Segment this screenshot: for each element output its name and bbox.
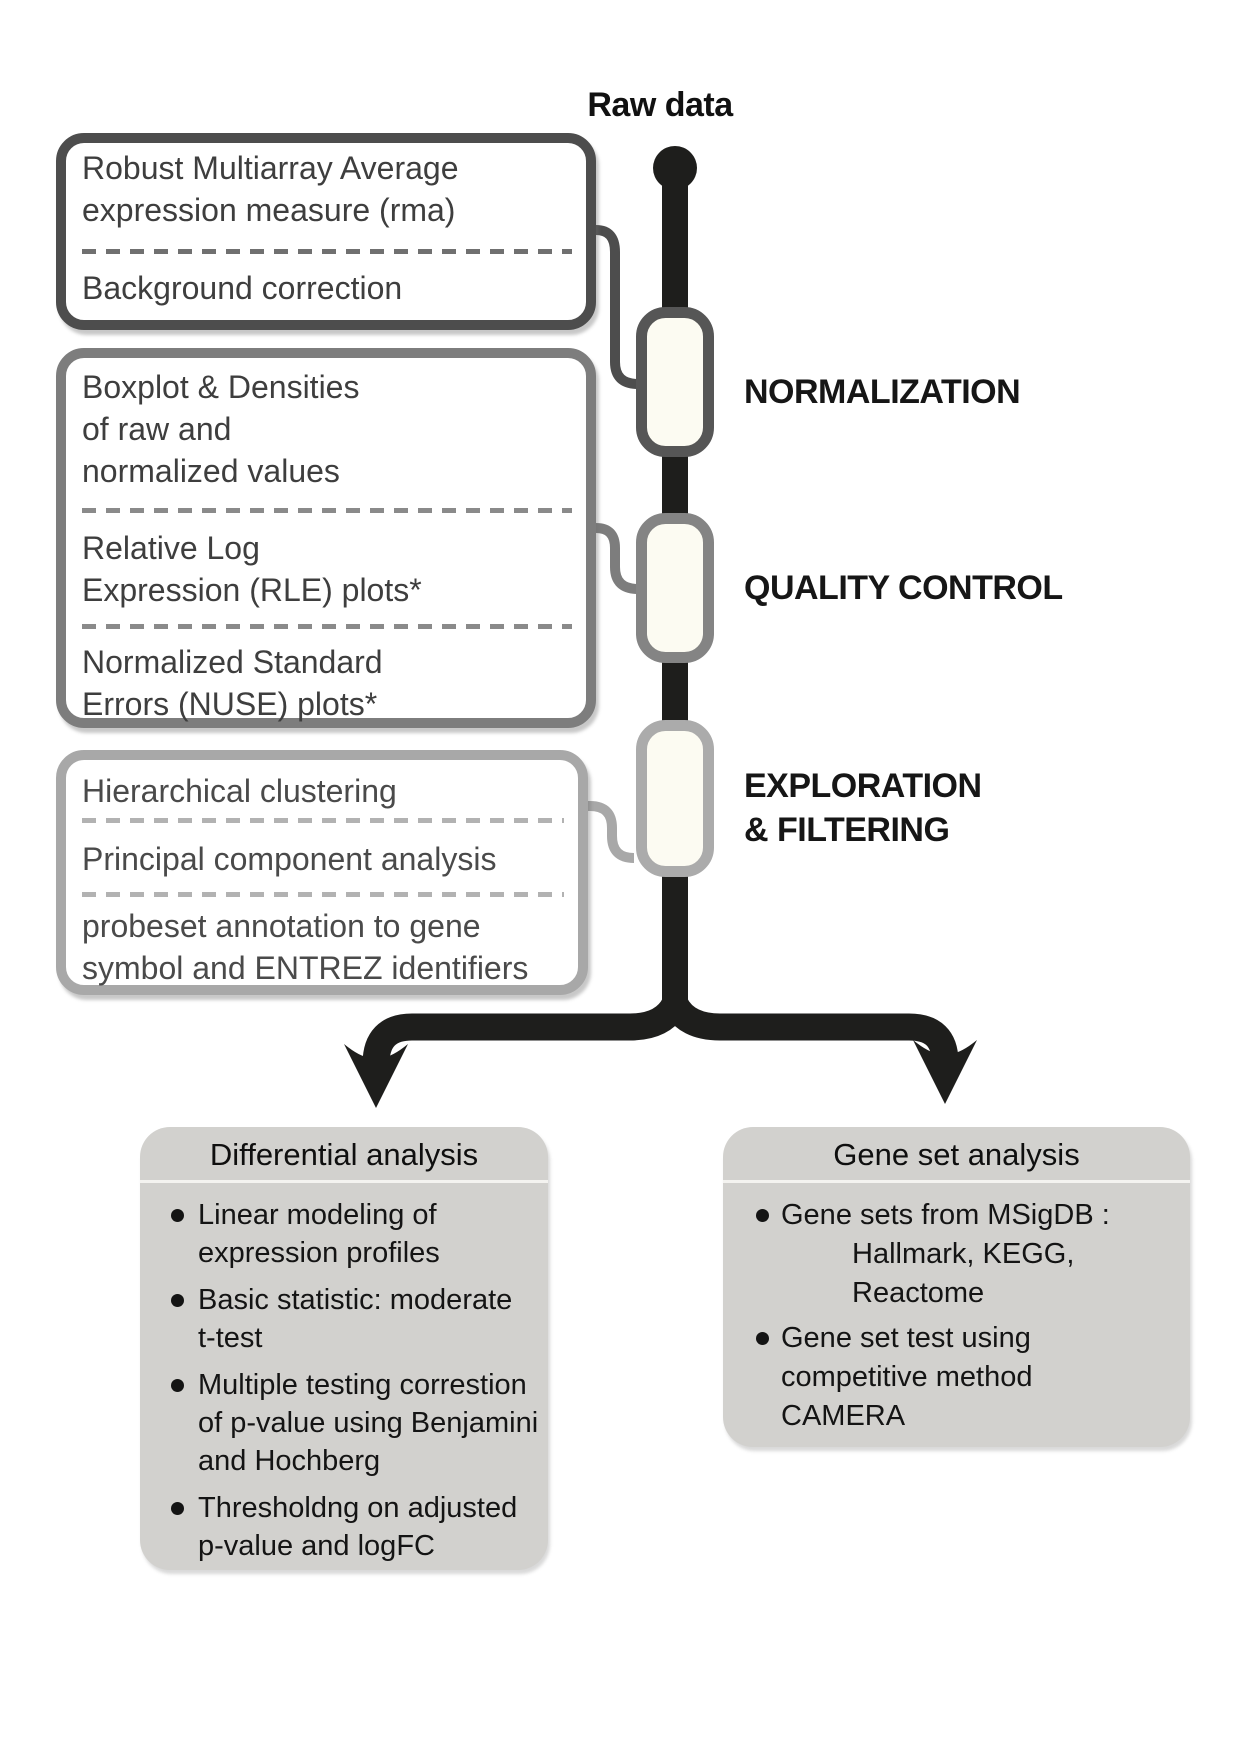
method-row [82,770,570,812]
raw-data-title: Raw data [587,86,733,124]
bullet-list [140,1183,548,1565]
list-item: Gene sets from MSigDB : Hallmark, KEGG, Reactome [723,1196,1190,1313]
method-row [82,267,578,309]
method-row [82,147,578,231]
box-quality-control-methods [56,348,596,728]
panel-gene-set-analysis [723,1127,1190,1447]
method-row [82,366,578,492]
method-row [82,838,570,880]
list-item: Linear modeling of expression profiles [140,1196,548,1272]
method-line: Errors (NUSE) plots* [82,686,378,722]
method-line: of raw and [82,411,232,447]
list-item: Thresholdng on adjusted p-value and logFC [140,1489,548,1565]
box-normalization-methods [56,133,596,330]
stage-label-quality-control: QUALITY CONTROL [744,569,1063,607]
pill-normalization [642,313,709,452]
method-line: symbol and ENTREZ identifiers [82,950,529,986]
method-line: Principal component analysis [82,841,497,877]
raw-data-dot [653,146,697,190]
panel-differential-analysis [140,1127,548,1570]
connector-quality-control [591,528,638,589]
dashed-divider [82,892,564,897]
list-item: Basic statistic: moderate t-test [140,1281,548,1357]
method-line: Boxplot & Densities [82,369,360,405]
panel-title: Differential analysis [140,1127,548,1183]
method-line: Hierarchical clustering [82,773,397,809]
stage-label-exploration-filtering: EXPLORATION & FILTERING [744,767,982,849]
method-line: Normalized Standard [82,644,383,680]
method-line: normalized values [82,453,340,489]
method-line: Background correction [82,270,403,306]
connector-normalization [591,230,638,384]
method-line: Robust Multiarray Average [82,150,459,186]
pill-exploration [642,726,709,872]
pill-quality-control [642,519,709,658]
list-item: Gene set test using competitive method CAMERA [723,1319,1190,1436]
list-item: Multiple testing correstion of p-value using Benjamini and Hochberg [140,1366,548,1480]
dashed-divider [82,624,572,629]
stage-label-normalization: NORMALIZATION [744,373,1021,411]
branch-connector [376,1004,945,1064]
method-row [82,527,578,611]
panel-title: Gene set analysis [723,1127,1190,1183]
method-line: Relative Log [82,530,260,566]
method-line: Expression (RLE) plots* [82,572,422,608]
method-row [82,905,570,989]
method-line: expression measure (rma) [82,192,456,228]
method-row [82,641,578,725]
dashed-divider [82,508,572,513]
bullet-list [723,1183,1190,1436]
connector-exploration [585,806,634,858]
dashed-divider [82,249,572,254]
method-line: probeset annotation to gene [82,908,481,944]
dashed-divider [82,818,564,823]
box-exploration-methods [56,750,588,995]
